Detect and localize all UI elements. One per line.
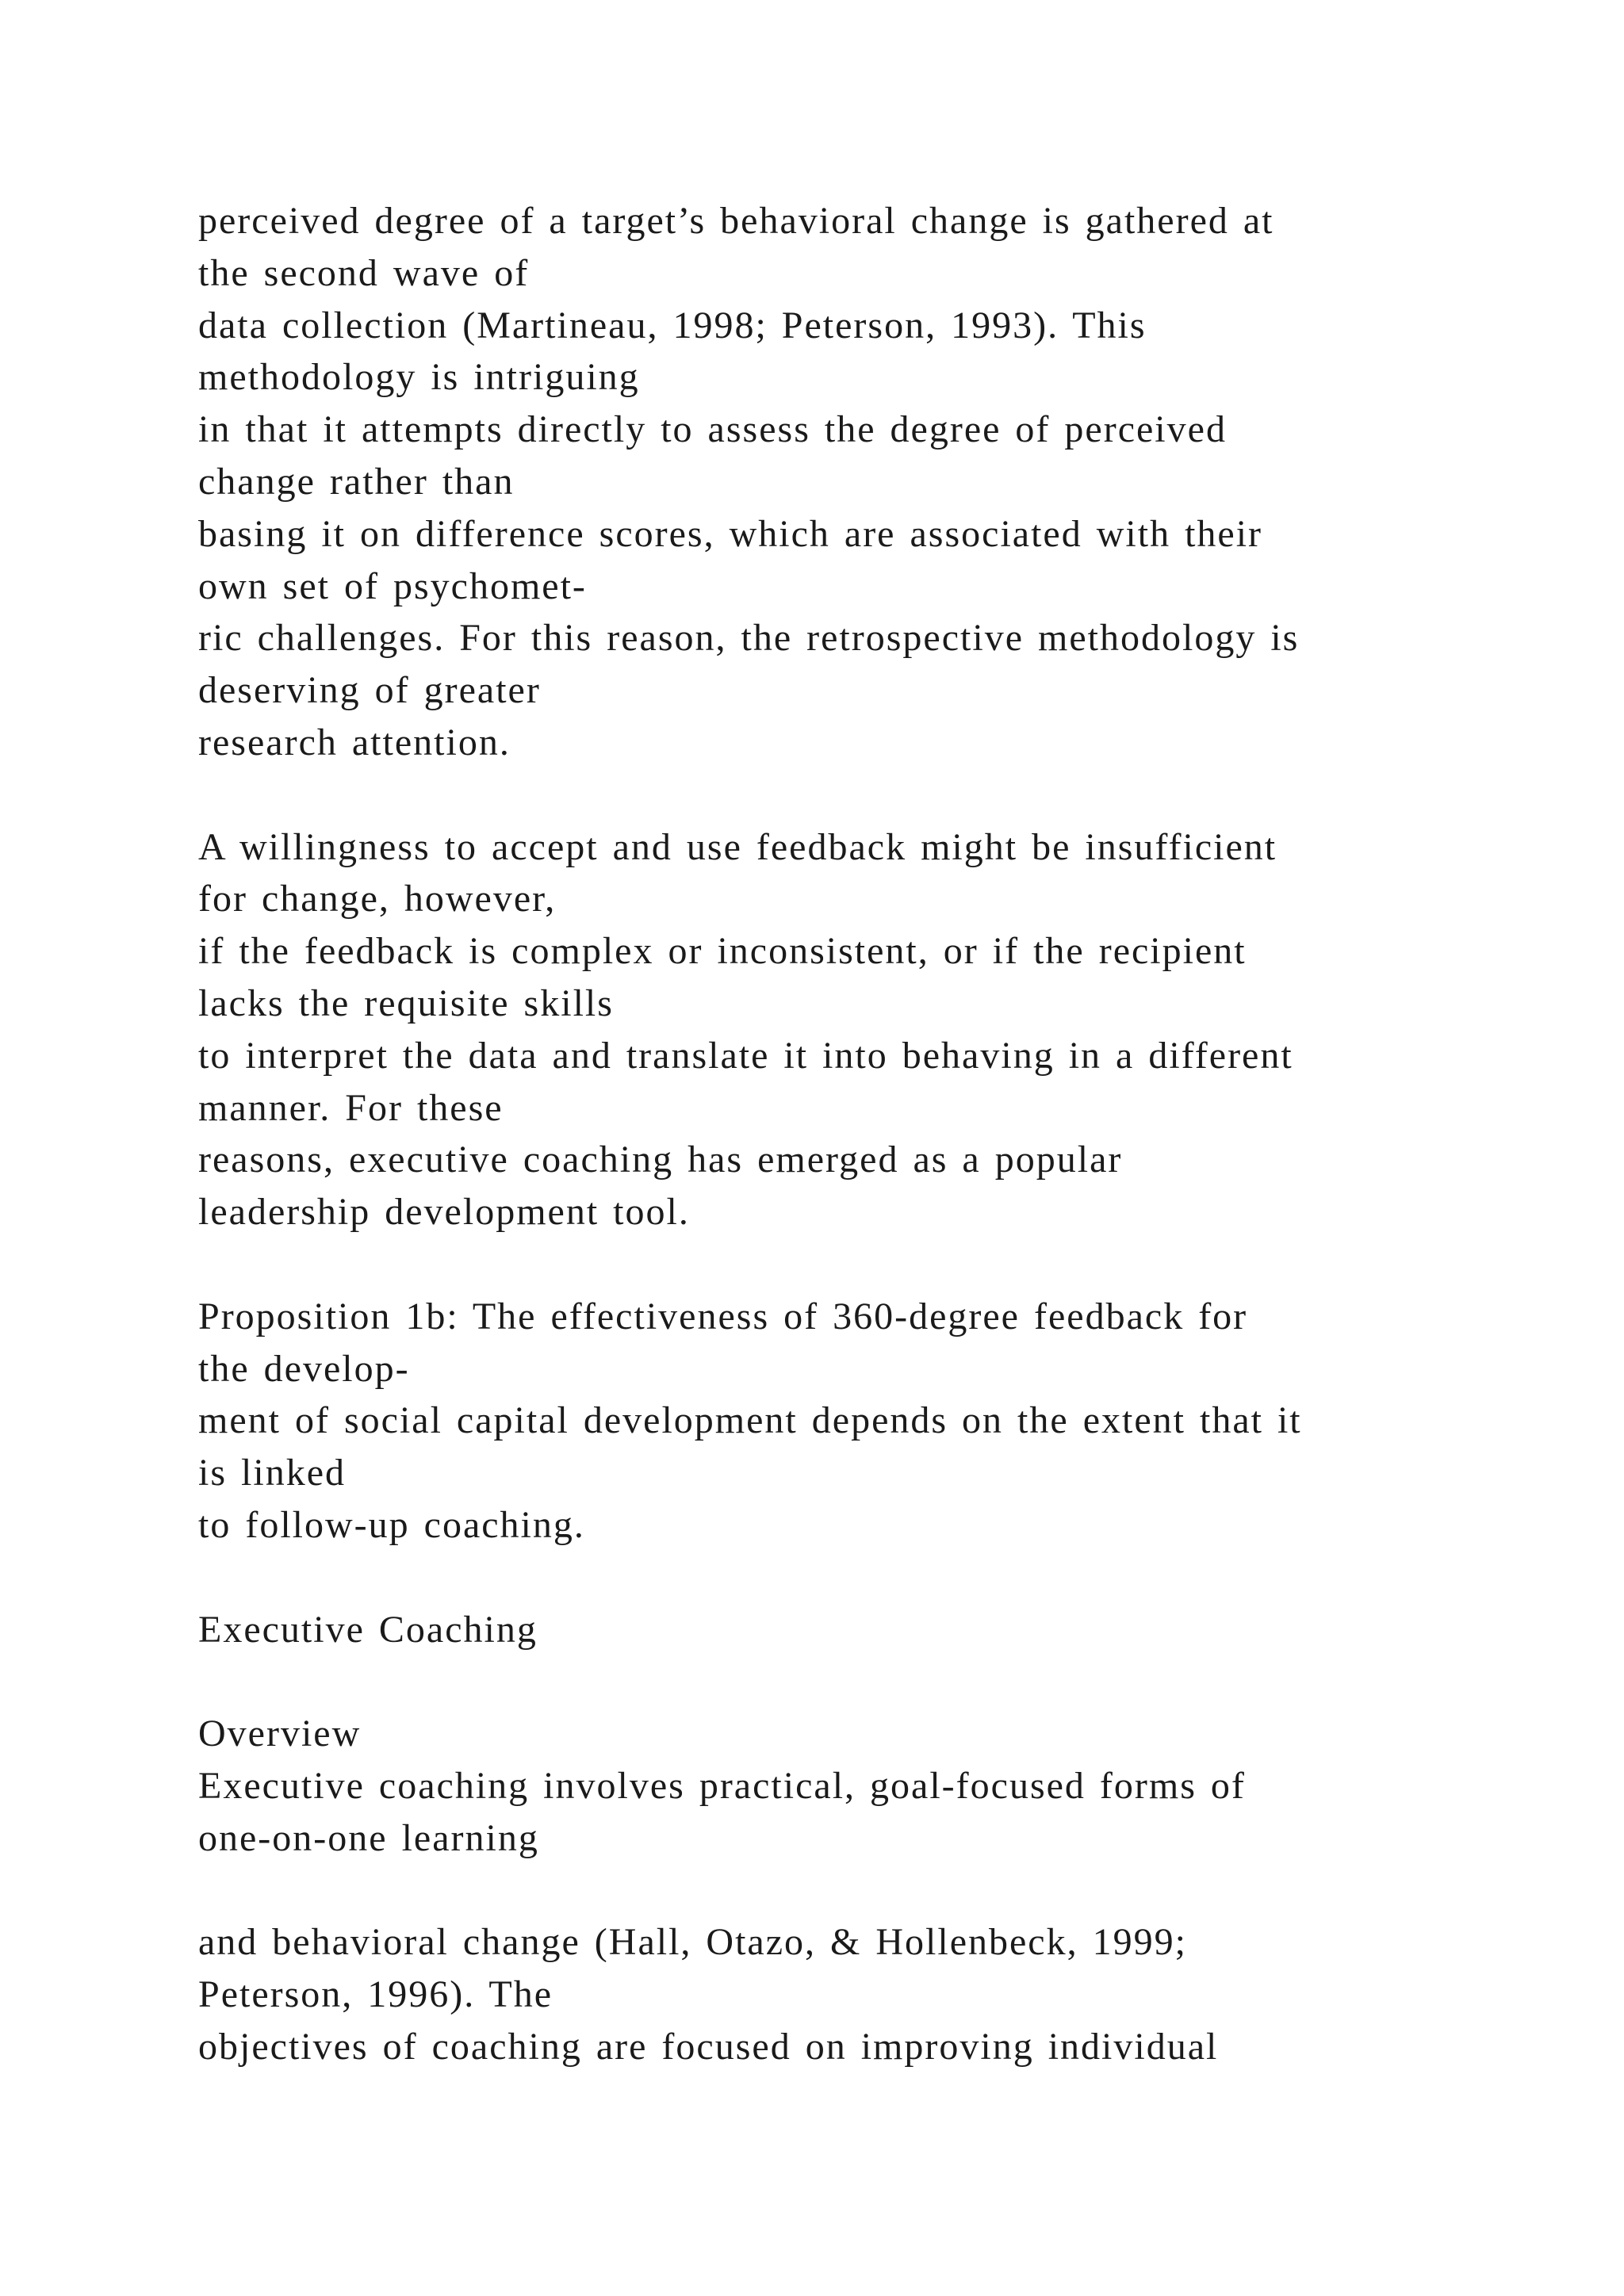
text-line: basing it on difference scores, which are associated with their: [198, 512, 1263, 555]
text-line: the second wave of: [198, 251, 530, 294]
paragraph-spacer: [198, 1865, 1546, 1917]
paragraph-spacer: [198, 769, 1546, 821]
paragraph-feedback-willingness: [198, 821, 1546, 1238]
text-line: manner. For these: [198, 1086, 504, 1129]
proposition-1b: [198, 1291, 1546, 1552]
text-line: Peterson, 1996). The: [198, 1973, 553, 2016]
text-line: to follow-up coaching.: [198, 1503, 585, 1546]
text-line: reasons, executive coaching has emerged as a popular: [198, 1138, 1123, 1181]
text-line: objectives of coaching are focused on improving individual: [198, 2025, 1219, 2068]
text-line: ric challenges. For this reason, the retrospective methodology is: [198, 617, 1300, 660]
text-line: lacks the requisite skills: [198, 982, 614, 1024]
text-line: methodology is intriguing: [198, 356, 640, 399]
paragraph-spacer: [198, 1238, 1546, 1291]
paragraph-coaching-objectives: [198, 1916, 1546, 2072]
text-line: Executive coaching involves practical, goal-focused forms of: [198, 1764, 1246, 1807]
text-line: leadership development tool.: [198, 1191, 690, 1234]
text-line: A willingness to accept and use feedback might be insufficient: [198, 825, 1277, 868]
document-body: [198, 195, 1546, 2073]
paragraph-overview: [198, 1760, 1546, 1865]
subsection-heading: Overview: [198, 1712, 362, 1755]
paragraph-retrospective-methodology: [198, 195, 1546, 769]
text-line: one-on-one learning: [198, 1816, 539, 1859]
text-line: if the feedback is complex or inconsistent, or if the recipient: [198, 930, 1247, 973]
text-line: perceived degree of a target’s behavioral change is gathered at: [198, 200, 1274, 242]
text-line: own set of psychomet-: [198, 564, 587, 607]
text-line: for change, however,: [198, 878, 557, 920]
text-line: the develop-: [198, 1347, 410, 1390]
text-line: change rather than: [198, 460, 515, 503]
text-line: and behavioral change (Hall, Otazo, & Hollenbeck, 1999;: [198, 1921, 1187, 1964]
section-heading: Executive Coaching: [198, 1608, 538, 1651]
paragraph-spacer: [198, 1552, 1546, 1604]
text-line: ment of social capital development depends on the extent that it: [198, 1399, 1302, 1442]
text-line: Proposition 1b: The effectiveness of 360-degree feedback for: [198, 1295, 1248, 1337]
paragraph-spacer: [198, 1655, 1546, 1708]
text-line: deserving of greater: [198, 669, 541, 712]
text-line: research attention.: [198, 721, 511, 763]
text-line: to interpret the data and translate it into behaving in a different: [198, 1034, 1293, 1077]
text-line: data collection (Martineau, 1998; Peterson, 1993). This: [198, 304, 1147, 346]
text-line: is linked: [198, 1452, 346, 1494]
text-line: in that it attempts directly to assess the degree of perceived: [198, 408, 1227, 451]
